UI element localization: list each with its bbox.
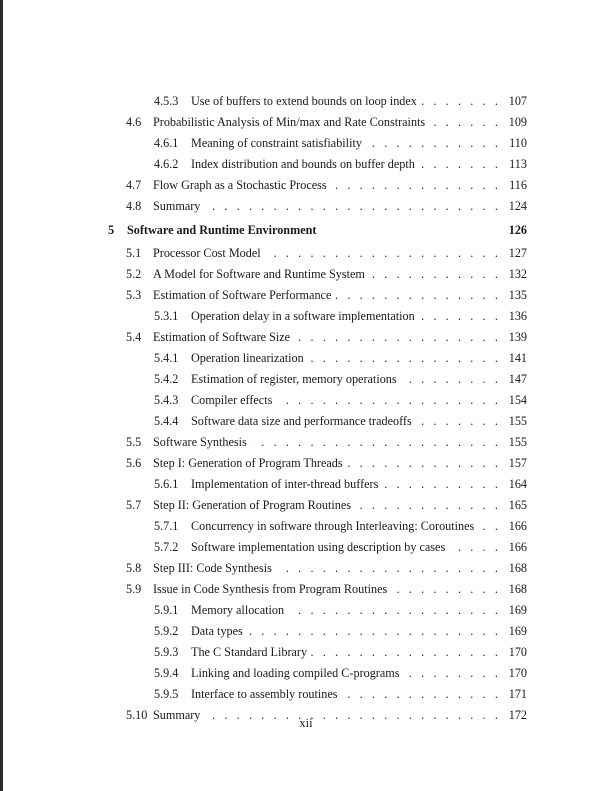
- toc-entry[interactable]: [0, 601, 527, 619]
- toc-entry-page: 169: [505, 601, 527, 619]
- toc-entry[interactable]: [0, 328, 527, 346]
- toc-entry-title: Compiler effects: [191, 391, 276, 409]
- toc-entry-title: A Model for Software and Runtime System: [153, 265, 369, 283]
- toc-entry-title: Use of buffers to extend bounds on loop index: [191, 92, 421, 110]
- toc-entry-title: Meaning of constraint satisfiability: [191, 134, 366, 152]
- toc-entry[interactable]: [0, 197, 527, 215]
- toc-entry[interactable]: [0, 496, 527, 514]
- toc-entry-page: 139: [505, 328, 527, 346]
- dot-leader: [153, 197, 501, 215]
- toc-entry-number: 5.2: [126, 267, 142, 281]
- toc-entry-number: 5.7.1: [154, 519, 179, 533]
- toc-entry[interactable]: [0, 349, 527, 367]
- toc-entry-page: 124: [505, 197, 527, 215]
- toc-entry-title: Operation linearization: [191, 349, 308, 367]
- toc-entry-number: 5: [108, 223, 115, 237]
- toc-entry[interactable]: [0, 113, 527, 131]
- toc-entry-page: 166: [505, 538, 527, 556]
- toc-entry[interactable]: [0, 622, 527, 640]
- toc-entry-number: 4.6.1: [154, 136, 179, 150]
- toc-entry[interactable]: [0, 176, 527, 194]
- toc-entry-page: 170: [505, 643, 527, 661]
- toc-entry-title: Software Synthesis: [153, 433, 251, 451]
- toc-entry-page: 132: [505, 265, 527, 283]
- toc-entry-page: 136: [505, 307, 527, 325]
- toc-entry-number: 4.8: [126, 199, 142, 213]
- toc-entry[interactable]: [0, 265, 527, 283]
- toc-entry[interactable]: [0, 92, 527, 110]
- toc-entry[interactable]: [0, 391, 527, 409]
- toc-entry-title: Index distribution and bounds on buffer depth: [191, 155, 419, 173]
- toc-entry-title: Summary: [153, 706, 204, 724]
- toc-entry-page: 113: [505, 155, 527, 173]
- toc-entry[interactable]: [0, 286, 527, 304]
- toc-entry-page: 147: [505, 370, 527, 388]
- toc-entry-number: 4.5.3: [154, 94, 179, 108]
- toc-entry[interactable]: [0, 580, 527, 598]
- toc-entry-page: 116: [505, 176, 527, 194]
- toc-entry-page: 110: [505, 134, 527, 152]
- toc-entry-page: 168: [505, 559, 527, 577]
- page-number-footer: xii: [299, 716, 313, 730]
- toc-entry-page: 126: [505, 221, 527, 239]
- toc-entry-title: Operation delay in a software implementation: [191, 307, 419, 325]
- toc-entry-page: 107: [505, 92, 527, 110]
- toc-entry-title: Linking and loading compiled C-programs: [191, 664, 404, 682]
- toc-entry-number: 5.8: [126, 561, 142, 575]
- toc-entry-title: Flow Graph as a Stochastic Process: [153, 176, 331, 194]
- toc-entry[interactable]: [0, 685, 527, 703]
- toc-entry-title: Estimation of Software Performance: [153, 286, 335, 304]
- toc-entry-title: Data types: [191, 622, 247, 640]
- toc-entry-title: Software and Runtime Environment: [127, 221, 320, 239]
- toc-entry-number: 5.9.4: [154, 666, 179, 680]
- toc-entry-page: 141: [505, 349, 527, 367]
- toc-entry-number: 5.10: [126, 708, 148, 722]
- toc-entry[interactable]: [0, 538, 527, 556]
- toc-entry-page: 135: [505, 286, 527, 304]
- toc-entry[interactable]: [0, 134, 527, 152]
- toc-entry[interactable]: [0, 454, 527, 472]
- toc-entry-title: Step I: Generation of Program Threads: [153, 454, 347, 472]
- toc-entry-page: 168: [505, 580, 527, 598]
- toc-entry-page: 155: [505, 433, 527, 451]
- toc-entry-title: Software data size and performance tradeoffs: [191, 412, 416, 430]
- toc-entry-title: Memory allocation: [191, 601, 288, 619]
- toc-entry-title: Estimation of register, memory operations: [191, 370, 401, 388]
- toc-entry-title: Issue in Code Synthesis from Program Routines: [153, 580, 391, 598]
- toc-entry[interactable]: [0, 475, 527, 493]
- toc-entry-number: 5.4.3: [154, 393, 179, 407]
- toc-entry-page: 127: [505, 244, 527, 262]
- toc-entry-page: 169: [505, 622, 527, 640]
- toc-entry[interactable]: [0, 244, 527, 262]
- toc-entry-number: 5.9.5: [154, 687, 179, 701]
- toc-entry-number: 5.9.2: [154, 624, 179, 638]
- toc-entry-page: 171: [505, 685, 527, 703]
- toc-entry-number: 5.6.1: [154, 477, 179, 491]
- toc-entry-number: 5.5: [126, 435, 142, 449]
- toc-entry-page: 164: [505, 475, 527, 493]
- toc-entry[interactable]: [0, 221, 527, 239]
- toc-entry[interactable]: [0, 664, 527, 682]
- toc-entry[interactable]: [0, 559, 527, 577]
- toc-entry-number: 5.1: [126, 246, 142, 260]
- toc-entry-page: 172: [505, 706, 527, 724]
- toc-entry-title: Implementation of inter-thread buffers: [191, 475, 382, 493]
- toc-entry-page: 154: [505, 391, 527, 409]
- toc-entry-number: 4.6: [126, 115, 142, 129]
- toc-entry-number: 5.4: [126, 330, 142, 344]
- toc-entry-number: 5.6: [126, 456, 142, 470]
- toc-entry-number: 5.9.1: [154, 603, 179, 617]
- toc-entry[interactable]: [0, 412, 527, 430]
- toc-entry-number: 5.3: [126, 288, 142, 302]
- toc-entry-number: 5.4.4: [154, 414, 179, 428]
- toc-entry[interactable]: [0, 517, 527, 535]
- toc-entry-title: Step III: Code Synthesis: [153, 559, 276, 577]
- toc-entry-page: 155: [505, 412, 527, 430]
- toc-entry-number: 5.9: [126, 582, 142, 596]
- toc-entry-number: 5.7: [126, 498, 142, 512]
- toc-entry-title: Step II: Generation of Program Routines: [153, 496, 355, 514]
- toc-entry[interactable]: [0, 433, 527, 451]
- toc-entry[interactable]: [0, 643, 527, 661]
- toc-entry-page: 165: [505, 496, 527, 514]
- toc-entry-page: 166: [505, 517, 527, 535]
- toc-entry-number: 5.4.1: [154, 351, 179, 365]
- toc-entry-title: The C Standard Library: [191, 643, 311, 661]
- toc-entry-title: Processor Cost Model: [153, 244, 265, 262]
- toc-entry[interactable]: [0, 155, 527, 173]
- toc-entry-title: Probabilistic Analysis of Min/max and Rate Constraints: [153, 113, 429, 131]
- toc-entry[interactable]: [0, 307, 527, 325]
- toc-entry-title: Interface to assembly routines: [191, 685, 342, 703]
- toc-entry-title: Estimation of Software Size: [153, 328, 294, 346]
- toc-entry-number: 4.7: [126, 178, 142, 192]
- toc-entry-number: 5.9.3: [154, 645, 179, 659]
- toc-entry-title: Concurrency in software through Interleaving: Coroutines: [191, 517, 478, 535]
- toc-entry-number: 4.6.2: [154, 157, 179, 171]
- toc-entry-title: Software implementation using description by cases: [191, 538, 449, 556]
- toc-entry-number: 5.3.1: [154, 309, 179, 323]
- toc-entry-page: 109: [505, 113, 527, 131]
- toc-entry-number: 5.7.2: [154, 540, 179, 554]
- toc-entry-number: 5.4.2: [154, 372, 179, 386]
- toc-entry-title: Summary: [153, 197, 204, 215]
- toc-entry-page: 170: [505, 664, 527, 682]
- toc-entry-page: 157: [505, 454, 527, 472]
- toc-entry[interactable]: [0, 370, 527, 388]
